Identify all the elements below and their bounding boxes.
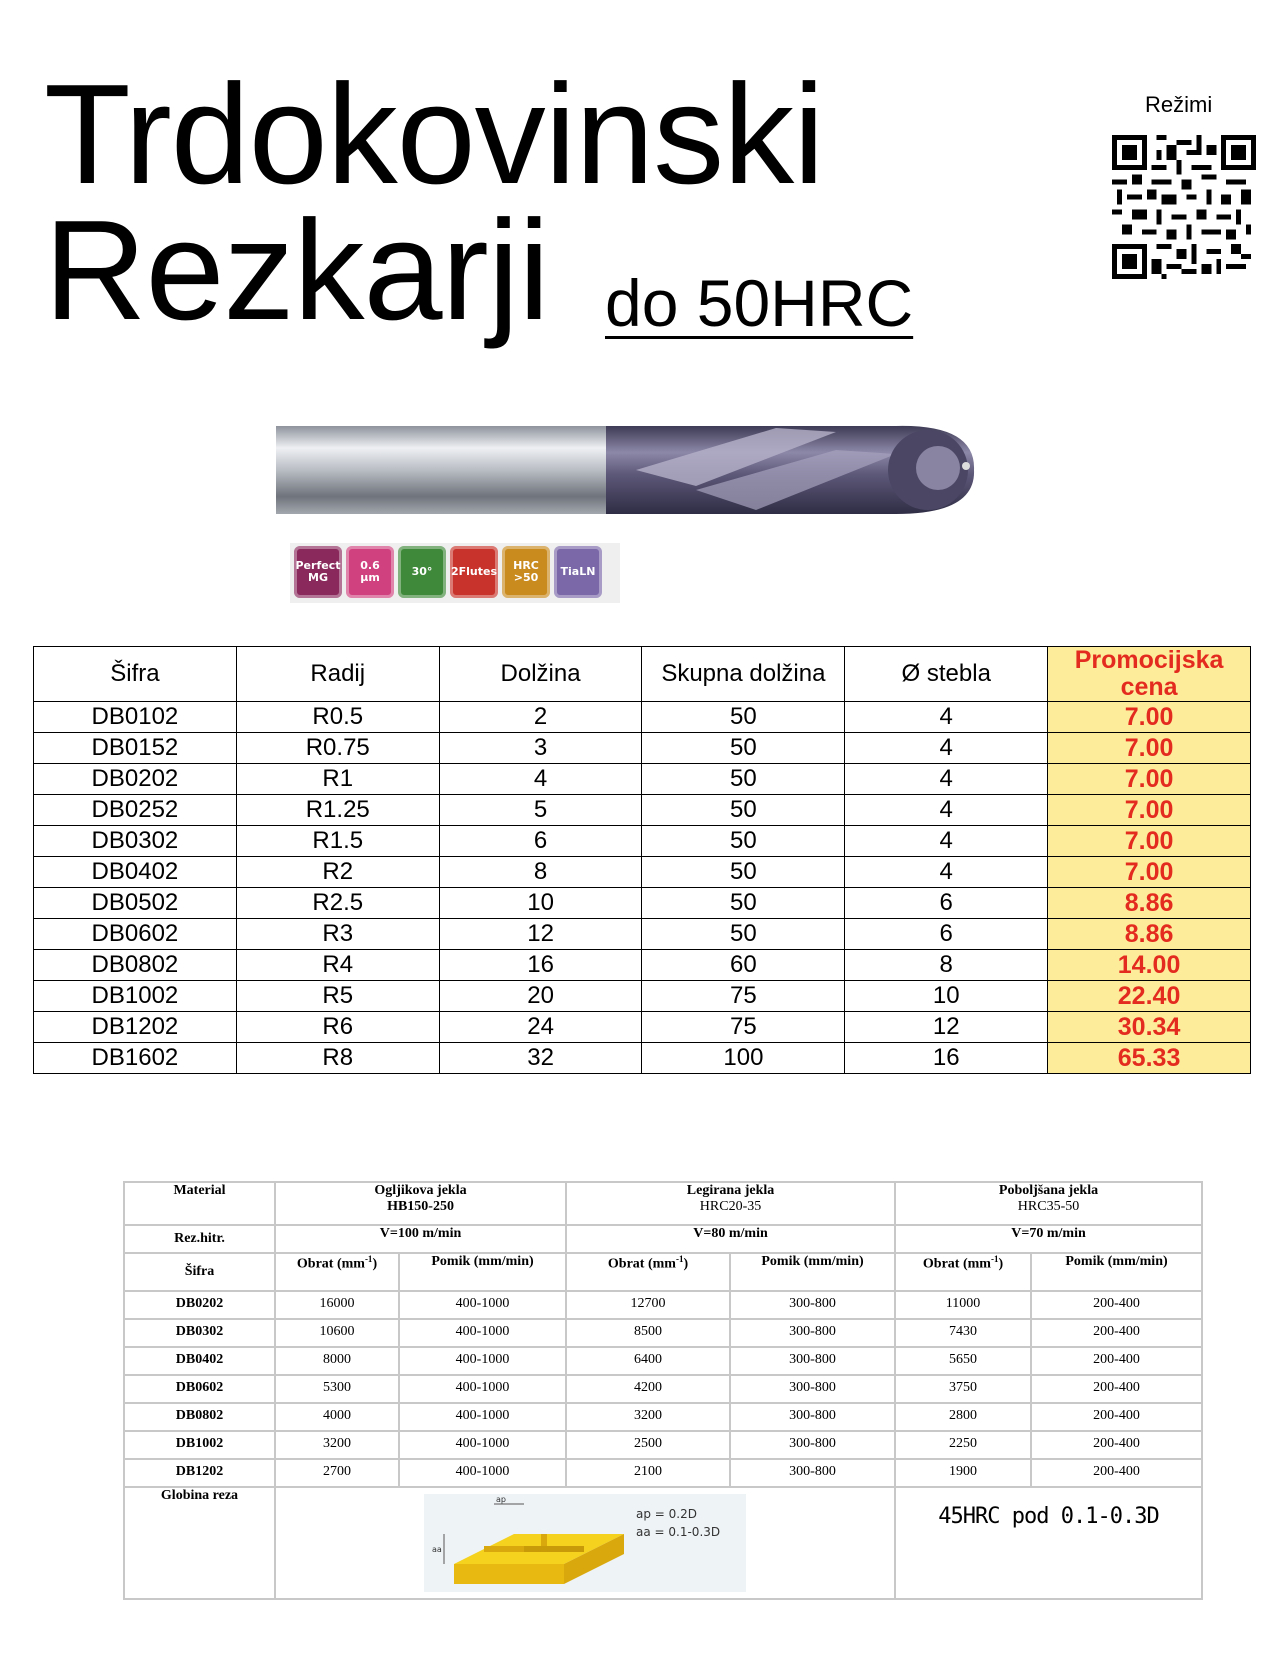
feed-cell: 300-800 xyxy=(730,1291,895,1319)
rpm-cell: 1900 xyxy=(895,1459,1031,1487)
total-length-cell: 60 xyxy=(642,950,845,981)
regime-row xyxy=(124,1319,1202,1347)
price-row xyxy=(34,857,1251,888)
shank-cell: 8 xyxy=(845,950,1048,981)
shank-cell: 4 xyxy=(845,857,1048,888)
feed-cell: 400-1000 xyxy=(399,1319,566,1347)
rpm-cell: 3750 xyxy=(895,1375,1031,1403)
regime-code-cell: DB1202 xyxy=(124,1459,275,1487)
regime-row xyxy=(124,1403,1202,1431)
depth-label: Globina reza xyxy=(124,1487,275,1599)
depth-note: 45HRC pod 0.1-0.3D xyxy=(938,1504,1159,1529)
rpm-cell: 5650 xyxy=(895,1347,1031,1375)
promo-price-cell: 7.00 xyxy=(1048,764,1251,795)
material-label: Material xyxy=(124,1182,275,1225)
speed-row xyxy=(124,1225,1202,1253)
total-length-cell: 100 xyxy=(642,1043,845,1074)
speed-alloy: V=80 m/min xyxy=(566,1225,895,1253)
tialn-coating-badge-icon: TiaLN xyxy=(554,546,602,598)
feed-cell: 400-1000 xyxy=(399,1347,566,1375)
code-cell: DB0602 xyxy=(34,919,237,950)
code-cell: DB0502 xyxy=(34,888,237,919)
promo-price-cell: 8.86 xyxy=(1048,888,1251,919)
speed-hardened: V=70 m/min xyxy=(895,1225,1202,1253)
regime-row xyxy=(124,1347,1202,1375)
grain-size-badge-icon: 0.6 µm xyxy=(346,546,394,598)
shank-cell: 4 xyxy=(845,826,1048,857)
material-alloy-steel: Legirana jekla HRC20-35 xyxy=(566,1182,895,1225)
regime-code-cell: DB0802 xyxy=(124,1403,275,1431)
total-length-cell: 75 xyxy=(642,981,845,1012)
price-row xyxy=(34,795,1251,826)
rpm-cell: 8500 xyxy=(566,1319,730,1347)
rpm-cell: 16000 xyxy=(275,1291,399,1319)
rpm-cell: 6400 xyxy=(566,1347,730,1375)
rpm-cell: 2800 xyxy=(895,1403,1031,1431)
feature-badges xyxy=(290,543,620,603)
cutting-regime-table xyxy=(123,1181,1203,1600)
length-cell: 20 xyxy=(439,981,642,1012)
helix-angle-badge-icon: 30° xyxy=(398,546,446,598)
total-length-cell: 50 xyxy=(642,919,845,950)
regime-code-cell: DB1002 xyxy=(124,1431,275,1459)
price-row xyxy=(34,981,1251,1012)
depth-of-cut-diagram xyxy=(424,1494,746,1592)
total-length-cell: 50 xyxy=(642,888,845,919)
length-cell: 12 xyxy=(439,919,642,950)
feed-cell: 200-400 xyxy=(1031,1347,1202,1375)
promo-price-cell: 30.34 xyxy=(1048,1012,1251,1043)
qr-label: Režimi xyxy=(1145,92,1213,117)
title-line-2: Rezkarji xyxy=(44,191,549,350)
regime-code-cell: DB0402 xyxy=(124,1347,275,1375)
regime-row xyxy=(124,1291,1202,1319)
code-label: Šifra xyxy=(124,1253,275,1291)
shank-cell: 6 xyxy=(845,888,1048,919)
length-cell: 8 xyxy=(439,857,642,888)
feed-cell: 200-400 xyxy=(1031,1319,1202,1347)
header-total-length: Skupna dolžina xyxy=(642,647,845,702)
code-cell: DB1202 xyxy=(34,1012,237,1043)
length-cell: 24 xyxy=(439,1012,642,1043)
rpm-header: Obrat $(mm^{-1})$ xyxy=(895,1253,1031,1291)
code-cell: DB0252 xyxy=(34,795,237,826)
length-cell: 3 xyxy=(439,733,642,764)
price-table xyxy=(33,646,1251,1074)
code-cell: DB0402 xyxy=(34,857,237,888)
material-hardened-steel: Poboljšana jekla HRC35-50 xyxy=(895,1182,1202,1225)
total-length-cell: 50 xyxy=(642,795,845,826)
price-row xyxy=(34,950,1251,981)
code-cell: DB0802 xyxy=(34,950,237,981)
length-cell: 4 xyxy=(439,764,642,795)
rpm-cell: 2500 xyxy=(566,1431,730,1459)
feed-header: Pomik (mm/min) xyxy=(730,1253,895,1291)
material-row xyxy=(124,1182,1202,1225)
feed-cell: 400-1000 xyxy=(399,1431,566,1459)
price-row xyxy=(34,888,1251,919)
promo-price-cell: 7.00 xyxy=(1048,857,1251,888)
code-cell: DB1602 xyxy=(34,1043,237,1074)
promo-price-cell: 7.00 xyxy=(1048,826,1251,857)
length-cell: 2 xyxy=(439,702,642,733)
price-row xyxy=(34,764,1251,795)
radius-cell: R0.5 xyxy=(236,702,439,733)
promo-price-cell: 7.00 xyxy=(1048,702,1251,733)
header-radius: Radij xyxy=(236,647,439,702)
feed-cell: 300-800 xyxy=(730,1459,895,1487)
code-cell: DB1002 xyxy=(34,981,237,1012)
feed-cell: 200-400 xyxy=(1031,1431,1202,1459)
ap-formula: ap = 0.2D xyxy=(636,1507,697,1521)
rpm-cell: 11000 xyxy=(895,1291,1031,1319)
price-row xyxy=(34,1043,1251,1074)
regime-row xyxy=(124,1375,1202,1403)
header-code: Šifra xyxy=(34,647,237,702)
radius-cell: R1 xyxy=(236,764,439,795)
rpm-header: Obrat $(mm^{-1})$ xyxy=(275,1253,399,1291)
rpm-cell: 3200 xyxy=(275,1431,399,1459)
rpm-cell: 3200 xyxy=(566,1403,730,1431)
feed-cell: 300-800 xyxy=(730,1347,895,1375)
promo-price-cell: 8.86 xyxy=(1048,919,1251,950)
length-cell: 32 xyxy=(439,1043,642,1074)
depth-figure-cell xyxy=(275,1487,895,1599)
code-cell: DB0102 xyxy=(34,702,237,733)
speed-label: Rez.hitr. xyxy=(124,1225,275,1253)
radius-cell: R1.5 xyxy=(236,826,439,857)
shank-cell: 4 xyxy=(845,795,1048,826)
rpm-cell: 8000 xyxy=(275,1347,399,1375)
shank-cell: 6 xyxy=(845,919,1048,950)
price-row xyxy=(34,826,1251,857)
material-carbon-steel: Ogljikova jekla HB150-250 xyxy=(275,1182,566,1225)
rpm-cell: 12700 xyxy=(566,1291,730,1319)
subtitle-hardness: do 50HRC xyxy=(605,266,914,340)
regime-row xyxy=(124,1431,1202,1459)
feed-cell: 300-800 xyxy=(730,1375,895,1403)
rpm-cell: 4000 xyxy=(275,1403,399,1431)
promo-price-cell: 22.40 xyxy=(1048,981,1251,1012)
radius-cell: R3 xyxy=(236,919,439,950)
price-row xyxy=(34,702,1251,733)
ap-tag: ap xyxy=(496,1495,506,1504)
promo-price-cell: 14.00 xyxy=(1048,950,1251,981)
length-cell: 6 xyxy=(439,826,642,857)
price-row xyxy=(34,733,1251,764)
header-length: Dolžina xyxy=(439,647,642,702)
shank-cell: 12 xyxy=(845,1012,1048,1043)
rpm-cell: 2250 xyxy=(895,1431,1031,1459)
radius-cell: R5 xyxy=(236,981,439,1012)
feed-cell: 200-400 xyxy=(1031,1291,1202,1319)
feed-cell: 300-800 xyxy=(730,1431,895,1459)
aa-tag: aa xyxy=(432,1545,442,1554)
two-flutes-badge-icon: 2Flutes xyxy=(450,546,498,598)
depth-of-cut-row xyxy=(124,1487,1202,1599)
title-line-1: Trdokovinski xyxy=(44,55,824,214)
feed-cell: 200-400 xyxy=(1031,1459,1202,1487)
rpm-cell: 5300 xyxy=(275,1375,399,1403)
rpm-cell: 10600 xyxy=(275,1319,399,1347)
radius-cell: R1.25 xyxy=(236,795,439,826)
price-row xyxy=(34,919,1251,950)
code-cell: DB0152 xyxy=(34,733,237,764)
feed-cell: 200-400 xyxy=(1031,1403,1202,1431)
price-row xyxy=(34,1012,1251,1043)
rpm-cell: 2700 xyxy=(275,1459,399,1487)
aa-formula: aa = 0.1-0.3D xyxy=(636,1525,721,1539)
qr-code-icon[interactable] xyxy=(1112,135,1256,279)
feed-cell: 400-1000 xyxy=(399,1459,566,1487)
length-cell: 10 xyxy=(439,888,642,919)
header-promo-price: Promocijska cena xyxy=(1048,647,1251,702)
hrc-badge-icon: HRC >50 xyxy=(502,546,550,598)
radius-cell: R0.75 xyxy=(236,733,439,764)
radius-cell: R6 xyxy=(236,1012,439,1043)
feed-cell: 300-800 xyxy=(730,1319,895,1347)
rpm-header: Obrat $(mm^{-1})$ xyxy=(566,1253,730,1291)
shank-cell: 4 xyxy=(845,733,1048,764)
length-cell: 16 xyxy=(439,950,642,981)
feed-cell: 200-400 xyxy=(1031,1375,1202,1403)
code-cell: DB0302 xyxy=(34,826,237,857)
shank-cell: 4 xyxy=(845,702,1048,733)
column-header-row xyxy=(124,1253,1202,1291)
regime-row xyxy=(124,1459,1202,1487)
rpm-cell: 4200 xyxy=(566,1375,730,1403)
shank-cell: 10 xyxy=(845,981,1048,1012)
radius-cell: R4 xyxy=(236,950,439,981)
total-length-cell: 75 xyxy=(642,1012,845,1043)
promo-price-cell: 65.33 xyxy=(1048,1043,1251,1074)
feed-cell: 400-1000 xyxy=(399,1291,566,1319)
radius-cell: R2 xyxy=(236,857,439,888)
ball-end-mill-image xyxy=(276,410,988,528)
total-length-cell: 50 xyxy=(642,857,845,888)
radius-cell: R2.5 xyxy=(236,888,439,919)
depth-note-cell xyxy=(895,1487,1202,1599)
perfect-mg-badge-icon: Perfect MG xyxy=(294,546,342,598)
price-table-header xyxy=(34,647,1251,702)
regime-code-cell: DB0202 xyxy=(124,1291,275,1319)
promo-price-cell: 7.00 xyxy=(1048,795,1251,826)
feed-cell: 400-1000 xyxy=(399,1403,566,1431)
feed-cell: 400-1000 xyxy=(399,1375,566,1403)
promo-price-cell: 7.00 xyxy=(1048,733,1251,764)
length-cell: 5 xyxy=(439,795,642,826)
shank-cell: 4 xyxy=(845,764,1048,795)
code-cell: DB0202 xyxy=(34,764,237,795)
total-length-cell: 50 xyxy=(642,764,845,795)
regime-code-cell: DB0602 xyxy=(124,1375,275,1403)
total-length-cell: 50 xyxy=(642,733,845,764)
speed-carbon: V=100 m/min xyxy=(275,1225,566,1253)
total-length-cell: 50 xyxy=(642,702,845,733)
radius-cell: R8 xyxy=(236,1043,439,1074)
header-shank-diameter: Ø stebla xyxy=(845,647,1048,702)
feed-cell: 300-800 xyxy=(730,1403,895,1431)
rpm-cell: 7430 xyxy=(895,1319,1031,1347)
feed-header: Pomik (mm/min) xyxy=(1031,1253,1202,1291)
shank-cell: 16 xyxy=(845,1043,1048,1074)
rpm-cell: 2100 xyxy=(566,1459,730,1487)
regime-code-cell: DB0302 xyxy=(124,1319,275,1347)
feed-header: Pomik (mm/min) xyxy=(399,1253,566,1291)
total-length-cell: 50 xyxy=(642,826,845,857)
